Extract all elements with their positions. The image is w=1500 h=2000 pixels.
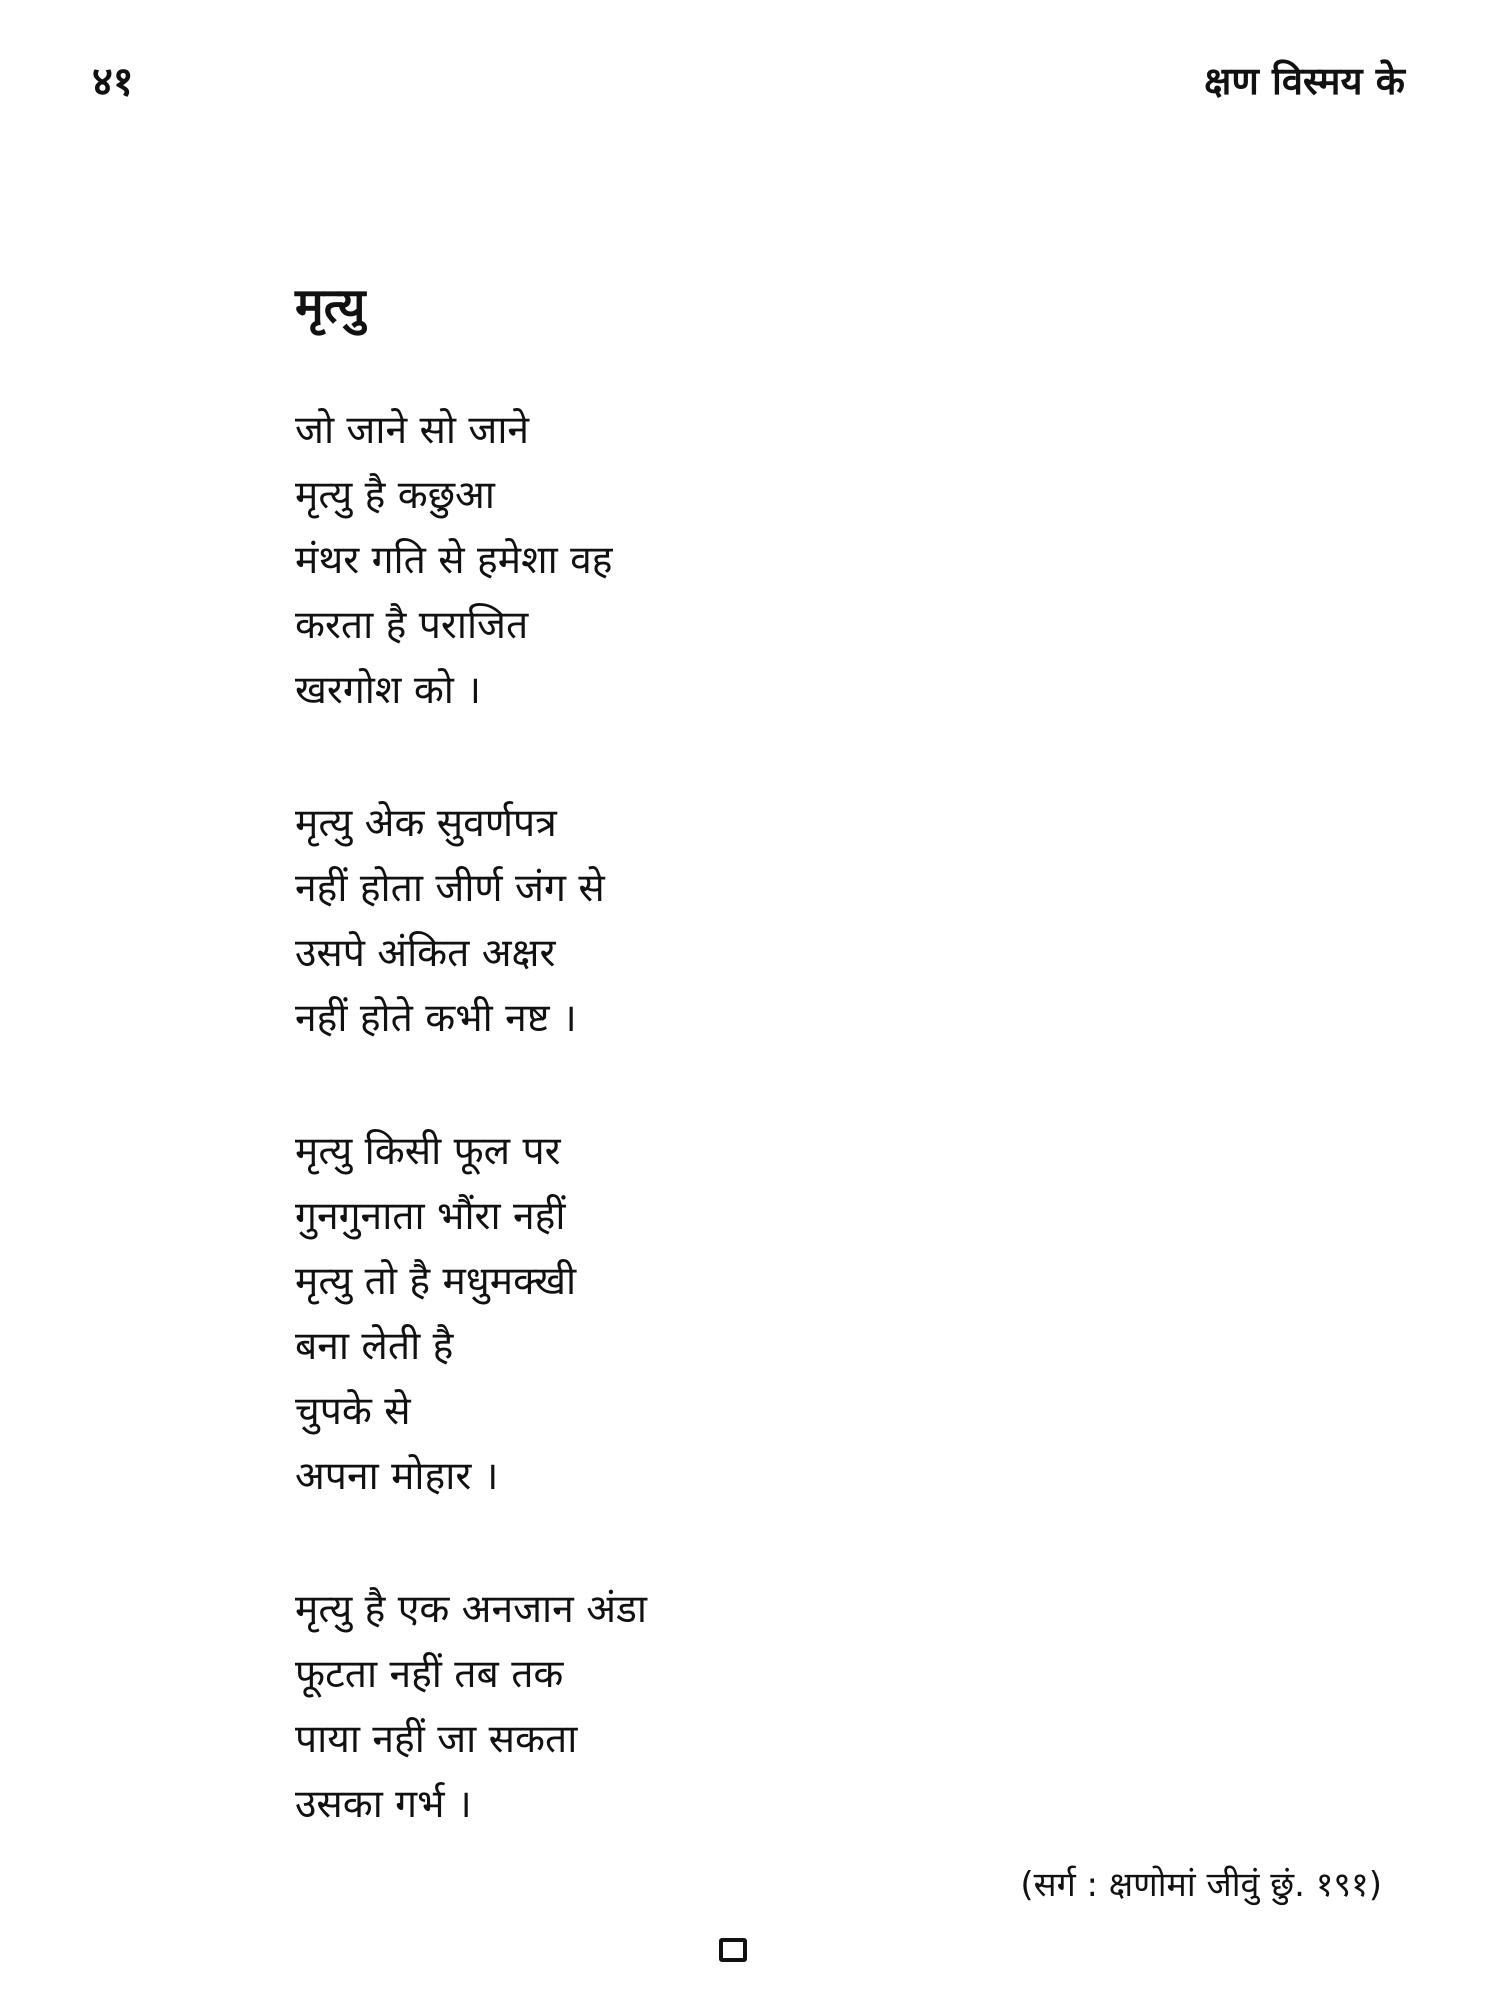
poem-line: नहीं होता जीर्ण जंग से — [295, 866, 605, 911]
stanza-2 — [295, 791, 1195, 1051]
poem-line: नहीं होते कभी नष्ट । — [295, 996, 577, 1041]
poem-line: अपना मोहार । — [295, 1454, 499, 1499]
square-outline-icon — [719, 1938, 747, 1962]
poem-line: फूटता नहीं तब तक — [295, 1652, 564, 1697]
stanza-4 — [295, 1577, 1195, 1837]
stanza-3 — [295, 1119, 1195, 1509]
poem-line: मृत्यु है एक अनजान अंडा — [295, 1587, 647, 1632]
poem-line: उसपे अंकित अक्षर — [295, 931, 556, 976]
poem-line: मृत्यु अेक सुवर्णपत्र — [295, 801, 557, 846]
poem-line: मंथर गति से हमेशा वह — [295, 538, 613, 583]
poem-line: करता है पराजित — [295, 603, 529, 648]
poem-line: मृत्यु है कछुआ — [295, 473, 495, 518]
source-citation: (सर्ग : क्षणोमां जीवुं छुं. १९१) — [1020, 1865, 1382, 1905]
running-head: क्षण विस्मय के — [1204, 59, 1405, 103]
poem-line: मृत्यु तो है मधुमक्खी — [295, 1259, 577, 1304]
poem-line: जो जाने सो जाने — [295, 408, 530, 453]
poem-line: चुपके से — [295, 1389, 411, 1434]
poem-line: खरगोश को । — [295, 668, 482, 713]
poem-body — [295, 398, 1195, 1905]
page-number: ४१ — [92, 59, 134, 105]
stanza-1 — [295, 398, 1195, 723]
poem-line: बना लेती है — [295, 1324, 454, 1369]
poem-line: गुनगुनाता भौंरा नहीं — [295, 1194, 566, 1239]
poem-line: पाया नहीं जा सकता — [295, 1717, 578, 1762]
poem-line: मृत्यु किसी फूल पर — [295, 1129, 561, 1174]
poem-title: मृत्यु — [295, 278, 366, 334]
poem-line: उसका गर्भ । — [295, 1782, 472, 1827]
